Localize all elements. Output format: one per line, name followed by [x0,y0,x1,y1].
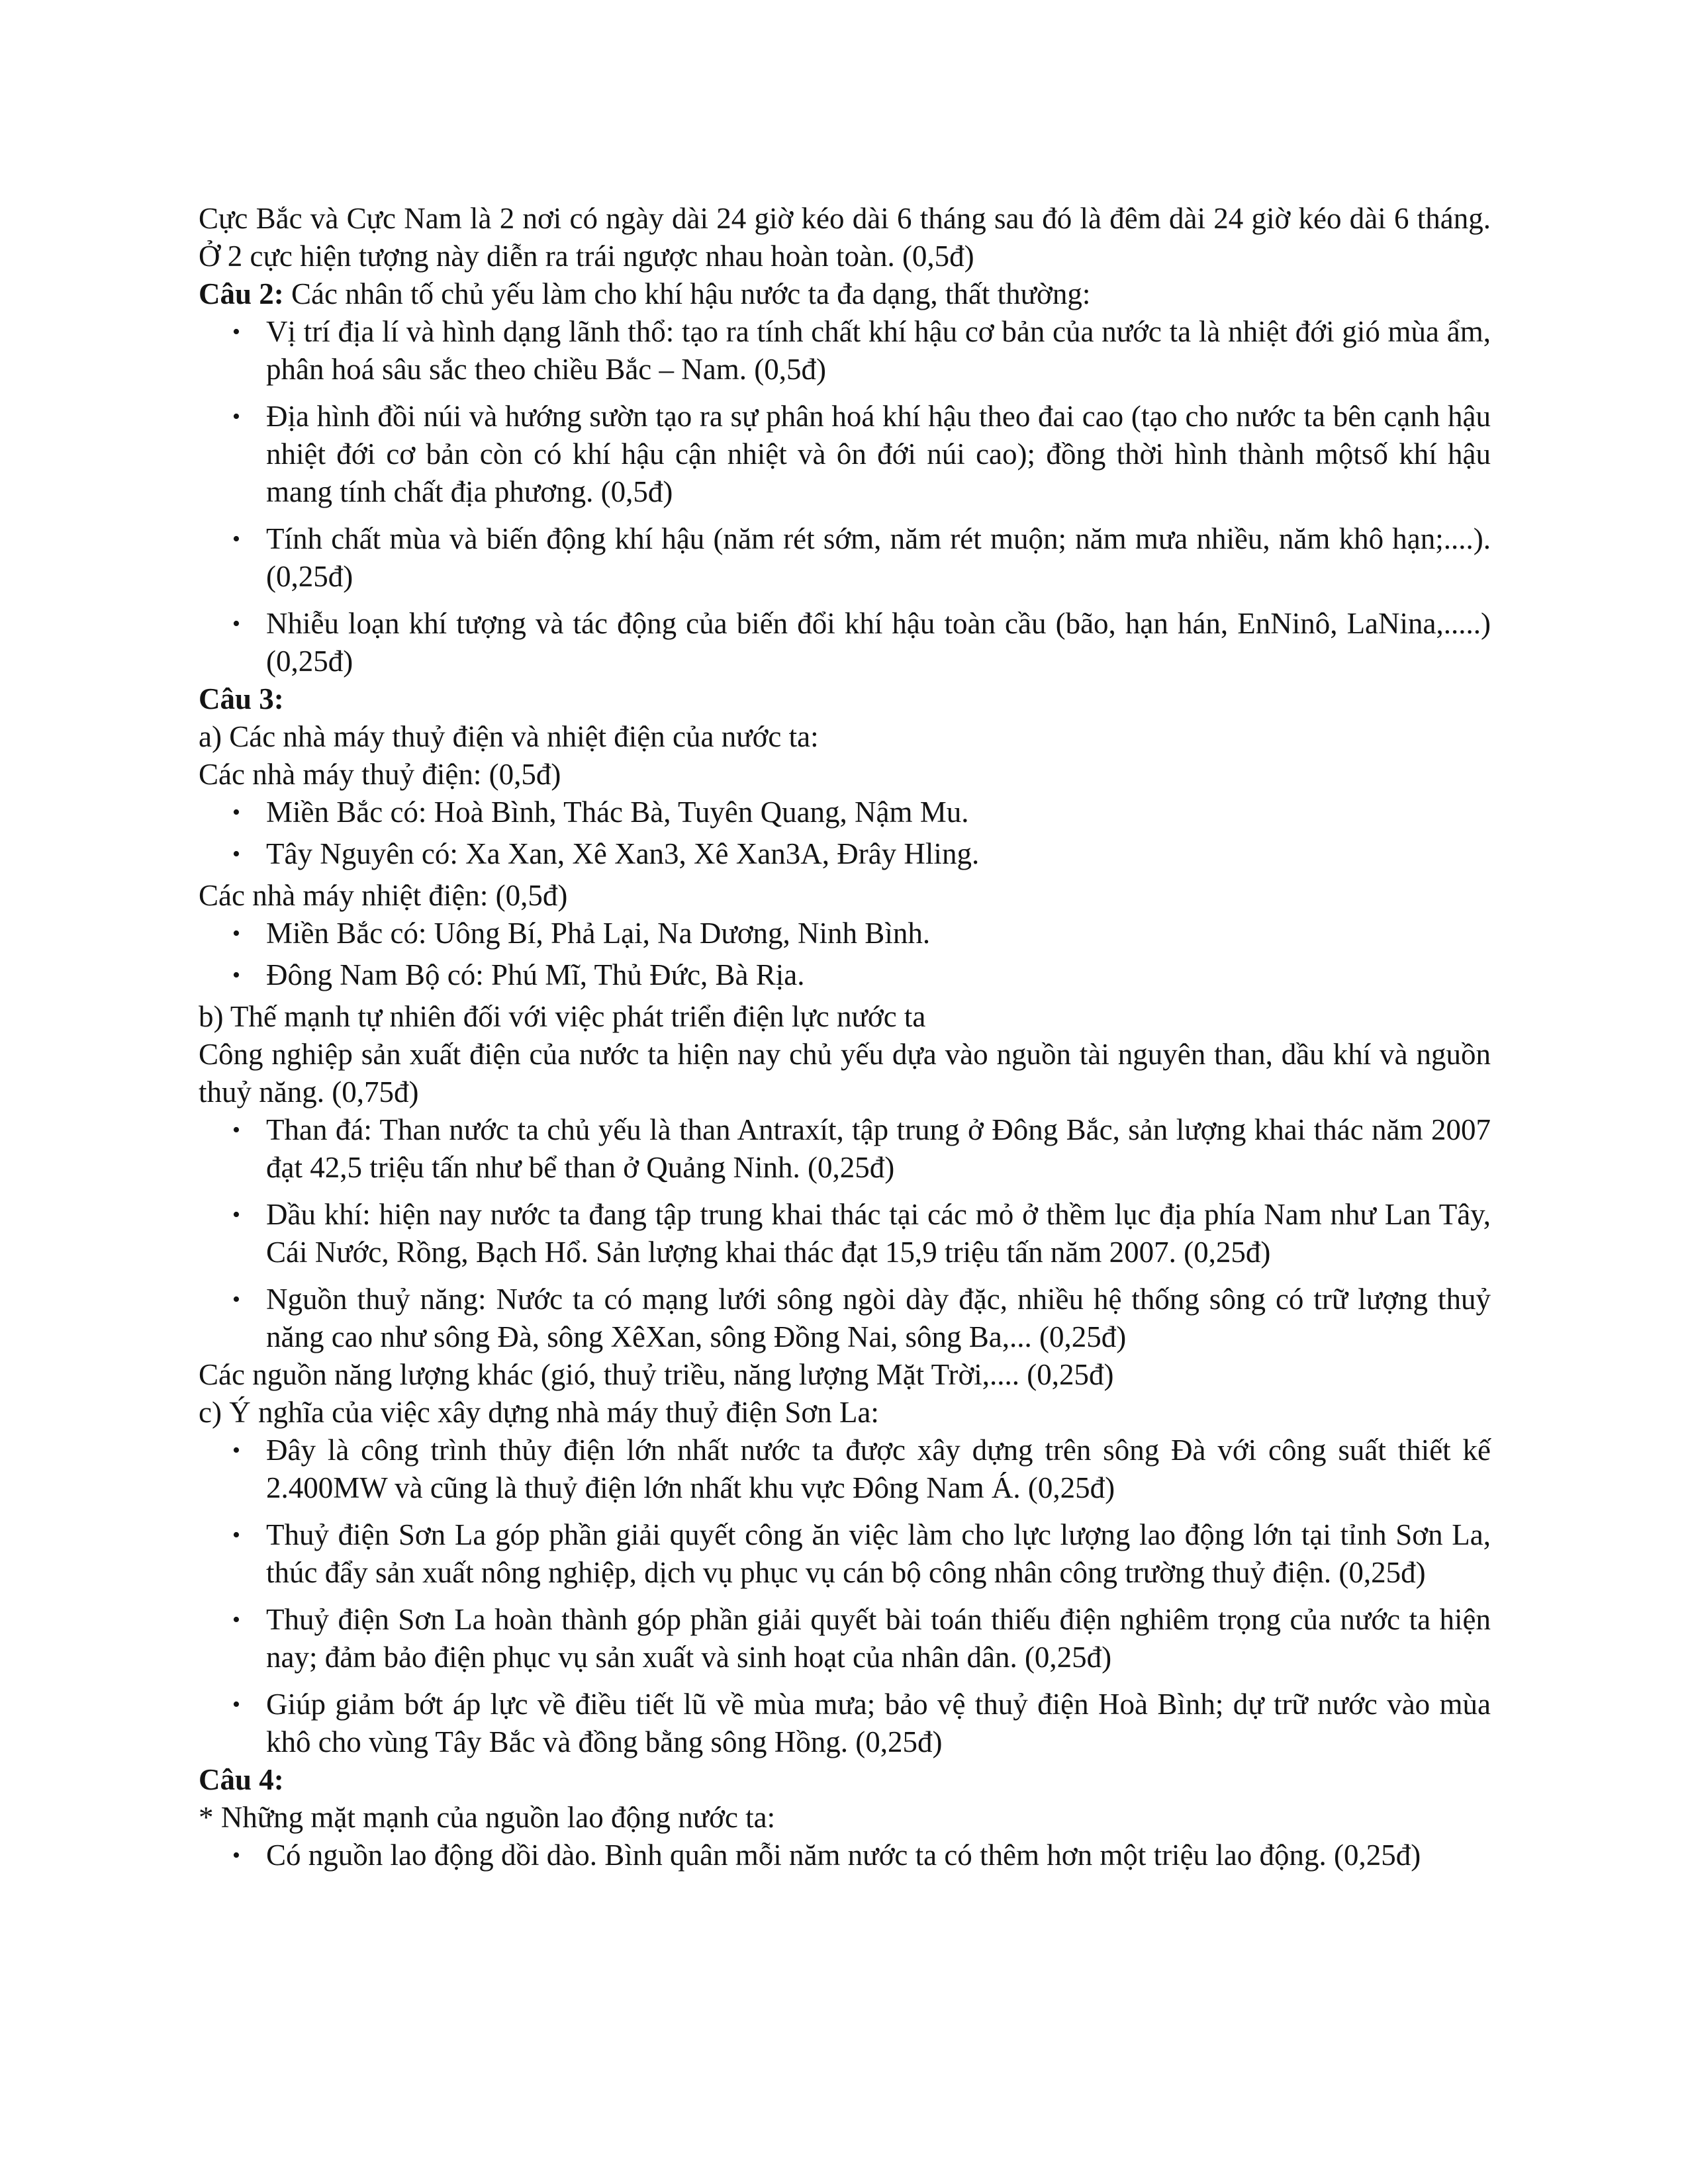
cau4-bullet-list [199,1837,1491,1874]
cau3-hydro-list [199,794,1491,873]
list-item: • Đây là công trình thủy điện lớn nhất nước ta được xây dựng trên sông Đà với công suất thiết kế 2.400MW và cũng là thuỷ điện lớn nhất khu vực Đông Nam Á. (0,25đ) [232,1432,1491,1507]
list-item: • Đông Nam Bộ có: Phú Mĩ, Thủ Đức, Bà Rịa. [232,956,1491,994]
bullet-icon: • [232,1118,240,1142]
list-item: • Vị trí địa lí và hình dạng lãnh thổ: tạo ra tính chất khí hậu cơ bản của nước ta là nhiệt đới gió mùa ẩm, phân hoá sâu sắc theo chiều Bắc – Nam. (0,5đ) [232,313,1491,388]
bullet-icon: • [232,1523,240,1547]
bullet-icon: • [232,1608,240,1632]
cau3-b-other: Các nguồn năng lượng khác (gió, thuỷ triều, năng lượng Mặt Trời,.... (0,25đ) [199,1358,1114,1391]
list-item: • Giúp giảm bớt áp lực về điều tiết lũ về mùa mưa; bảo vệ thuỷ điện Hoà Bình; dự trữ nước vào mùa khô cho vùng Tây Bắc và đồng bằng sông Hồng. (0,25đ) [232,1686,1491,1761]
list-item: • Miền Bắc có: Uông Bí, Phả Lại, Na Dương, Ninh Bình. [232,915,1491,952]
cau2-bullet-list [199,313,1491,680]
cau3-b-title: b) Thế mạnh tự nhiên đối với việc phát triển điện lực nước ta [199,1000,926,1033]
cau4-heading: Câu 4: [199,1763,284,1796]
bullet-icon: • [232,800,240,825]
cau3-thermal-list [199,915,1491,994]
list-item: • Than đá: Than nước ta chủ yếu là than Antraxít, tập trung ở Đông Bắc, sản lượng khai thác năm 2007 đạt 42,5 triệu tấn như bể than ở Quảng Ninh. (0,25đ) [232,1111,1491,1187]
list-item: • Tính chất mùa và biến động khí hậu (năm rét sớm, năm rét muộn; năm mưa nhiều, năm khô hạn;....). (0,25đ) [232,520,1491,596]
cau3-c-title: c) Ý nghĩa của việc xây dựng nhà máy thuỷ điện Sơn La: [199,1396,879,1429]
intro-paragraph: Cực Bắc và Cực Nam là 2 nơi có ngày dài 24 giờ kéo dài 6 tháng sau đó là đêm dài 24 giờ kéo dài 6 tháng. Ở 2 cực hiện tượng này diễn ra trái ngược nhau hoàn toàn. (0,5đ) [199,202,1491,273]
list-item: • Dầu khí: hiện nay nước ta đang tập trung khai thác tại các mỏ ở thềm lục địa phía Nam như Lan Tây, Cái Nước, Rồng, Bạch Hổ. Sản lượng khai thác đạt 15,9 triệu tấn năm 2007. (0,25đ) [232,1196,1491,1271]
bullet-icon: • [232,527,240,551]
bullet-icon: • [232,921,240,946]
bullet-icon: • [232,1692,240,1717]
list-item: • Thuỷ điện Sơn La hoàn thành góp phần giải quyết bài toán thiếu điện nghiêm trọng của nước ta hiện nay; đảm bảo điện phục vụ sản xuất và sinh hoạt của nhân dân. (0,25đ) [232,1601,1491,1676]
list-item: • Nguồn thuỷ năng: Nước ta có mạng lưới sông ngòi dày đặc, nhiều hệ thống sông có trữ lượng thuỷ năng cao như sông Đà, sông XêXan, sông Đồng Nai, sông Ba,... (0,25đ) [232,1281,1491,1356]
cau2-heading-line [199,275,1491,313]
bullet-icon: • [232,320,240,344]
list-item: • Có nguồn lao động dồi dào. Bình quân mỗi năm nước ta có thêm hơn một triệu lao động. (0,25đ) [232,1837,1491,1874]
list-item: • Tây Nguyên có: Xa Xan, Xê Xan3, Xê Xan3A, Đrây Hling. [232,835,1491,873]
bullet-icon: • [232,842,240,866]
bullet-icon: • [232,963,240,987]
list-item: • Miền Bắc có: Hoà Bình, Thác Bà, Tuyên Quang, Nậm Mu. [232,794,1491,831]
bullet-icon: • [232,1203,240,1227]
list-item: • Địa hình đồi núi và hướng sườn tạo ra sự phân hoá khí hậu theo đai cao (tạo cho nước ta bên cạnh hậu nhiệt đới cơ bản còn có khí hậu cận nhiệt và ôn đới núi cao); đồng thời hình thành mộtsố khí hậu mang tính chất địa phương. (0,5đ) [232,398,1491,511]
document-page [199,200,1491,1874]
bullet-icon: • [232,1843,240,1868]
bullet-icon: • [232,1438,240,1463]
cau3-hydro-title: Các nhà máy thuỷ điện: (0,5đ) [199,758,561,791]
cau4-strengths-title: * Những mặt mạnh của nguồn lao động nước ta: [199,1801,776,1834]
cau3-c-bullet-list [199,1432,1491,1761]
cau2-text: Các nhân tố chủ yếu làm cho khí hậu nước ta đa dạng, thất thường: [283,277,1091,310]
cau3-heading: Câu 3: [199,682,284,715]
cau3-thermal-title: Các nhà máy nhiệt điện: (0,5đ) [199,879,568,912]
list-item: • Thuỷ điện Sơn La góp phần giải quyết công ăn việc làm cho lực lượng lao động lớn tại tỉnh Sơn La, thúc đẩy sản xuất nông nghiệp, dịch vụ phục vụ cán bộ công nhân công trường thuỷ điện. (0,25đ) [232,1516,1491,1592]
bullet-icon: • [232,404,240,429]
bullet-icon: • [232,612,240,636]
cau3-a-title: a) Các nhà máy thuỷ điện và nhiệt điện của nước ta: [199,720,819,753]
bullet-icon: • [232,1287,240,1312]
cau2-label: Câu 2: [199,277,284,310]
cau3-b-bullet-list [199,1111,1491,1356]
list-item: • Nhiễu loạn khí tượng và tác động của biến đổi khí hậu toàn cầu (bão, hạn hán, EnNinô, LaNina,.....) (0,25đ) [232,605,1491,680]
cau3-b-text: Công nghiệp sản xuất điện của nước ta hiện nay chủ yếu dựa vào nguồn tài nguyên than, dầu khí và nguồn thuỷ năng. (0,75đ) [199,1038,1491,1109]
